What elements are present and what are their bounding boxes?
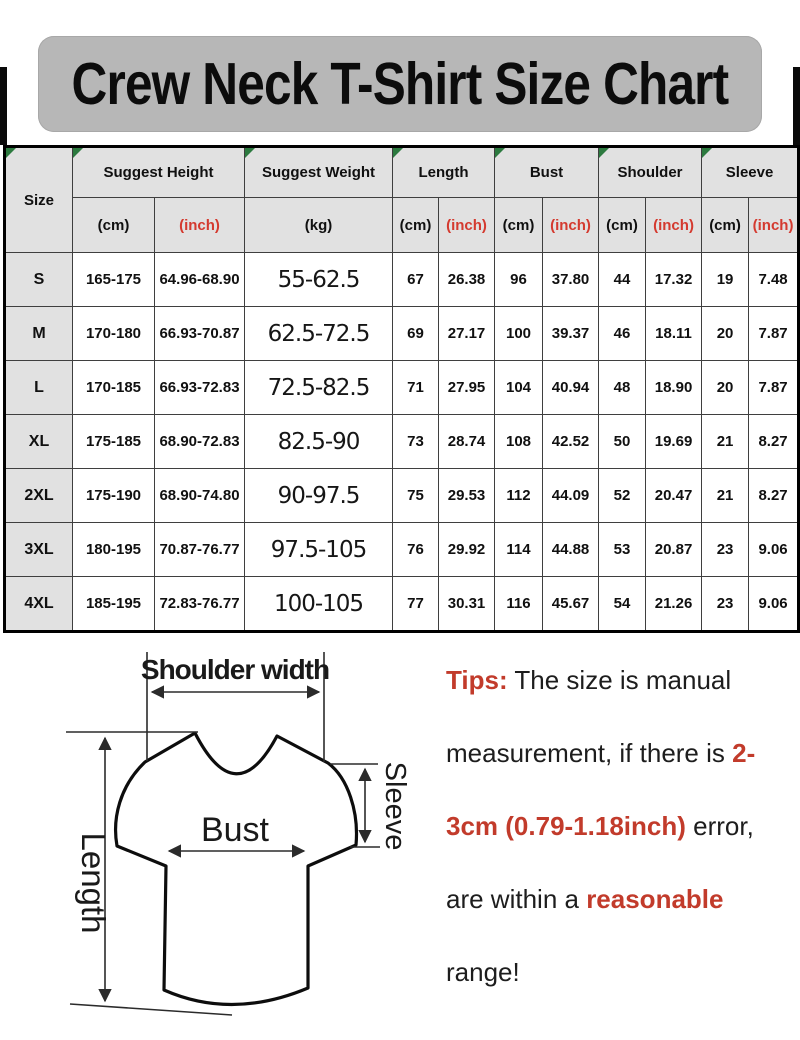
table-cell: 29.92 <box>439 523 495 577</box>
unit-header-cell: (inch) <box>155 198 245 253</box>
size-cell: 3XL <box>5 523 73 577</box>
table-cell: 27.17 <box>439 307 495 361</box>
column-group-bust <box>495 147 599 198</box>
tips-segment: The size is manual <box>507 665 732 695</box>
tips-line <box>446 664 786 696</box>
table-cell: 69 <box>393 307 439 361</box>
table-cell: 48 <box>599 361 646 415</box>
table-cell: 29.53 <box>439 469 495 523</box>
table-cell: 28.74 <box>439 415 495 469</box>
unit-header-cell: (kg) <box>245 198 393 253</box>
table-cell: 44.09 <box>543 469 599 523</box>
table-cell: 46 <box>599 307 646 361</box>
table-cell: 20 <box>702 361 749 415</box>
table-cell: 71 <box>393 361 439 415</box>
column-group-shoulder <box>599 147 702 198</box>
table-cell: 44.88 <box>543 523 599 577</box>
table-cell: 68.90-74.80 <box>155 469 245 523</box>
table-cell: 26.38 <box>439 253 495 307</box>
tips-line <box>446 737 786 769</box>
table-cell: 100 <box>495 307 543 361</box>
table-cell: 23 <box>702 523 749 577</box>
column-group-size <box>5 147 73 253</box>
table-cell: 114 <box>495 523 543 577</box>
column-group-sleeve <box>702 147 799 198</box>
size-cell: L <box>5 361 73 415</box>
size-cell: 2XL <box>5 469 73 523</box>
table-cell: 50 <box>599 415 646 469</box>
table-cell: 175-185 <box>73 415 155 469</box>
table-row <box>5 523 799 577</box>
table-cell: 39.37 <box>543 307 599 361</box>
unit-header-cell: (cm) <box>393 198 439 253</box>
table-cell: 19.69 <box>646 415 702 469</box>
tshirt-outline <box>116 733 357 1005</box>
corner-flag-triangle-icon <box>495 148 505 158</box>
table-cell: 77 <box>393 577 439 632</box>
table-row <box>5 577 799 632</box>
table-cell: 44 <box>599 253 646 307</box>
corner-flag-triangle-icon <box>73 148 83 158</box>
size-cell: S <box>5 253 73 307</box>
table-cell: 9.06 <box>749 577 799 632</box>
tips-line <box>446 810 786 842</box>
tips-line <box>446 883 786 915</box>
size-cell: M <box>5 307 73 361</box>
column-group-label: Suggest Weight <box>261 164 376 181</box>
column-group-label: Bust <box>529 164 564 181</box>
table-cell: 8.27 <box>749 469 799 523</box>
table-cell: 30.31 <box>439 577 495 632</box>
bottom-section <box>0 648 800 1040</box>
unit-header-cell: (inch) <box>543 198 599 253</box>
tips-segment: measurement, if there is <box>446 738 733 768</box>
table-row <box>5 307 799 361</box>
table-cell: 9.06 <box>749 523 799 577</box>
table-cell: 185-195 <box>73 577 155 632</box>
tips-segment: reasonable <box>586 884 724 914</box>
table-row <box>5 253 799 307</box>
length-guide-bottom <box>70 1004 232 1015</box>
table-cell: 112 <box>495 469 543 523</box>
table-cell: 180-195 <box>73 523 155 577</box>
table-cell: 82.5-90 <box>245 415 393 469</box>
table-cell: 42.52 <box>543 415 599 469</box>
table-cell: 7.87 <box>749 307 799 361</box>
table-cell: 165-175 <box>73 253 155 307</box>
table-cell: 18.11 <box>646 307 702 361</box>
table-cell: 21.26 <box>646 577 702 632</box>
tips-block <box>446 664 786 988</box>
column-group-label: Shoulder <box>617 164 683 181</box>
unit-header-cell: (cm) <box>73 198 155 253</box>
table-cell: 7.87 <box>749 361 799 415</box>
right-edge-mark <box>793 67 800 145</box>
unit-header-cell: (cm) <box>599 198 646 253</box>
corner-flag-triangle-icon <box>702 148 712 158</box>
size-cell: XL <box>5 415 73 469</box>
sleeve-label: Sleeve <box>379 761 411 851</box>
table-cell: 17.32 <box>646 253 702 307</box>
table-cell: 76 <box>393 523 439 577</box>
table-cell: 62.5-72.5 <box>245 307 393 361</box>
table-cell: 20 <box>702 307 749 361</box>
unit-header-cell: (inch) <box>749 198 799 253</box>
table-row <box>5 361 799 415</box>
table-cell: 21 <box>702 469 749 523</box>
table-body <box>5 253 799 632</box>
title-banner <box>38 36 762 132</box>
tips-line <box>446 956 786 988</box>
table-cell: 8.27 <box>749 415 799 469</box>
table-cell: 70.87-76.77 <box>155 523 245 577</box>
table-cell: 72.5-82.5 <box>245 361 393 415</box>
left-edge-mark <box>0 67 7 145</box>
table-cell: 21 <box>702 415 749 469</box>
table-cell: 55-62.5 <box>245 253 393 307</box>
table-cell: 27.95 <box>439 361 495 415</box>
table-cell: 100-105 <box>245 577 393 632</box>
unit-header-cell: (inch) <box>646 198 702 253</box>
table-cell: 75 <box>393 469 439 523</box>
tips-segment: range! <box>446 957 520 987</box>
table-cell: 20.87 <box>646 523 702 577</box>
table-cell: 54 <box>599 577 646 632</box>
table-group-header-row <box>5 147 799 198</box>
unit-header-cell: (cm) <box>702 198 749 253</box>
unit-header-cell: (cm) <box>495 198 543 253</box>
column-group-label: Length <box>418 164 469 181</box>
corner-flag-triangle-icon <box>6 148 16 158</box>
tips-segment: 3cm (0.79-1.18inch) <box>446 811 686 841</box>
corner-flag-triangle-icon <box>245 148 255 158</box>
tips-segment: error, <box>685 811 754 841</box>
table-cell: 170-180 <box>73 307 155 361</box>
table-cell: 20.47 <box>646 469 702 523</box>
tips-segment: Tips: <box>446 665 508 695</box>
page-title: Crew Neck T-Shirt Size Chart <box>71 51 729 117</box>
table-cell: 108 <box>495 415 543 469</box>
column-group-label: Suggest Height <box>103 164 214 181</box>
table-cell: 18.90 <box>646 361 702 415</box>
table-cell: 97.5-105 <box>245 523 393 577</box>
table-cell: 67 <box>393 253 439 307</box>
table-cell: 23 <box>702 577 749 632</box>
unit-header-cell: (inch) <box>439 198 495 253</box>
size-chart-table <box>3 145 800 633</box>
table-row <box>5 469 799 523</box>
table-cell: 90-97.5 <box>245 469 393 523</box>
table-cell: 64.96-68.90 <box>155 253 245 307</box>
table-cell: 37.80 <box>543 253 599 307</box>
table-cell: 170-185 <box>73 361 155 415</box>
size-cell: 4XL <box>5 577 73 632</box>
corner-flag-triangle-icon <box>599 148 609 158</box>
length-label: Length <box>75 832 112 934</box>
column-group-length <box>393 147 495 198</box>
table-cell: 66.93-72.83 <box>155 361 245 415</box>
table-cell: 45.67 <box>543 577 599 632</box>
table-cell: 7.48 <box>749 253 799 307</box>
tips-segment: are within a <box>446 884 587 914</box>
table-cell: 72.83-76.77 <box>155 577 245 632</box>
table-cell: 104 <box>495 361 543 415</box>
table-cell: 68.90-72.83 <box>155 415 245 469</box>
table-cell: 19 <box>702 253 749 307</box>
table-cell: 96 <box>495 253 543 307</box>
table-cell: 66.93-70.87 <box>155 307 245 361</box>
table-unit-header-row <box>5 198 799 253</box>
table-cell: 53 <box>599 523 646 577</box>
column-group-suggest-weight <box>245 147 393 198</box>
table-cell: 73 <box>393 415 439 469</box>
table-cell: 40.94 <box>543 361 599 415</box>
tips-segment: 2- <box>732 738 756 768</box>
tshirt-measurement-diagram <box>8 648 460 1040</box>
table-cell: 52 <box>599 469 646 523</box>
table-cell: 116 <box>495 577 543 632</box>
corner-flag-triangle-icon <box>393 148 403 158</box>
table-cell: 175-190 <box>73 469 155 523</box>
shoulder-width-label: Shoulder width <box>140 654 330 685</box>
column-group-suggest-height <box>73 147 245 198</box>
table-row <box>5 415 799 469</box>
column-group-label: Size <box>23 191 54 209</box>
column-group-label: Sleeve <box>725 164 774 181</box>
bust-label: Bust <box>200 811 270 849</box>
